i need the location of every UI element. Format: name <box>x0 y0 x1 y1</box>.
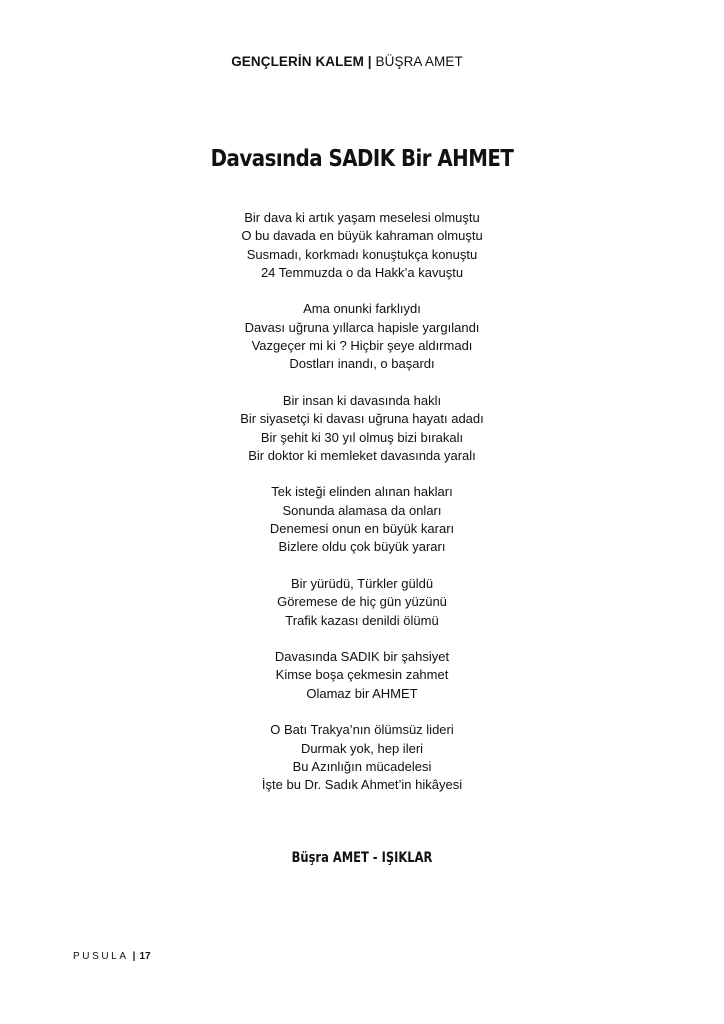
header-section: GENÇLERİN KALEM | <box>231 54 372 69</box>
poem-stanza <box>0 575 724 630</box>
poem-line: Durmak yok, hep ileri <box>300 740 424 756</box>
poem-line: Bir dava ki artık yaşam meselesi olmuştu <box>244 210 480 225</box>
poem-line: O bu davada en büyük kahraman olmuştu <box>241 228 483 244</box>
poem-line: Vazgeçer mi ki ? Hiçbir şeye aldırmadı <box>251 338 473 354</box>
page-number: 17 <box>139 951 151 962</box>
running-header <box>0 54 694 69</box>
poem-stanza <box>0 392 724 465</box>
poem-line: Davasında SADIK bir şahsiyet <box>274 649 450 665</box>
poem-line: Bir insan ki davasında haklı <box>282 392 442 408</box>
poem-stanza <box>0 300 724 373</box>
poem-stanza <box>0 721 724 794</box>
page-footer <box>73 951 151 962</box>
poem-line: Tek isteği elinden alınan hakları <box>271 484 453 500</box>
poem-line: Bir doktor ki memleket davasında yaralı <box>248 447 476 463</box>
poem-stanza <box>0 483 724 556</box>
magazine-name: PUSULA <box>73 951 129 962</box>
poem-line: Ama onunki farklıydı <box>303 301 421 317</box>
poem-line: Kimse boşa çekmesin zahmet <box>275 667 449 683</box>
header-author: BÜŞRA AMET <box>371 54 463 69</box>
poem-line: Dostları inandı, o başardı <box>289 356 435 372</box>
poem-stanza <box>0 209 724 282</box>
poem-line: Trafik kazası denildi ölümü <box>285 612 439 628</box>
poem-title: Davasında SADIK Bir AHMET <box>210 146 514 172</box>
poem-line: Olamaz bir AHMET <box>306 685 418 701</box>
poem-line: Bizlere oldu çok büyük yararı <box>278 539 446 555</box>
poem-line: Susmadı, korkmadı konuştukça konuştu <box>246 246 478 262</box>
poem-line: O Batı Trakya’nın ölümsüz lideri <box>270 722 454 738</box>
poem-line: Sonunda alamasa da onları <box>282 502 442 518</box>
poem-signature: Büşra AMET - IŞIKLAR <box>291 850 433 866</box>
poem-stanza <box>0 648 724 703</box>
poem-line: İşte bu Dr. Sadık Ahmet’in hikâyesi <box>261 777 463 793</box>
poem-body <box>0 209 724 813</box>
poem-line: 24 Temmuzda o da Hakk’a kavuştu <box>260 264 464 280</box>
poem-line: Göremese de hiç gün yüzünü <box>277 594 447 610</box>
poem-line: Denemesi onun en büyük kararı <box>269 521 455 537</box>
poem-line: Bu Azınlığın mücadelesi <box>292 758 432 774</box>
poem-line: Bir siyasetçi ki davası uğruna hayatı adadı <box>240 411 484 427</box>
footer-separator: | <box>132 951 136 962</box>
poem-line: Bir yürüdü, Türkler güldü <box>290 575 434 591</box>
poem-line: Bir şehit ki 30 yıl olmuş bizi bırakalı <box>260 429 464 445</box>
poem-line: Davası uğruna yıllarca hapisle yargılandı <box>244 319 480 335</box>
